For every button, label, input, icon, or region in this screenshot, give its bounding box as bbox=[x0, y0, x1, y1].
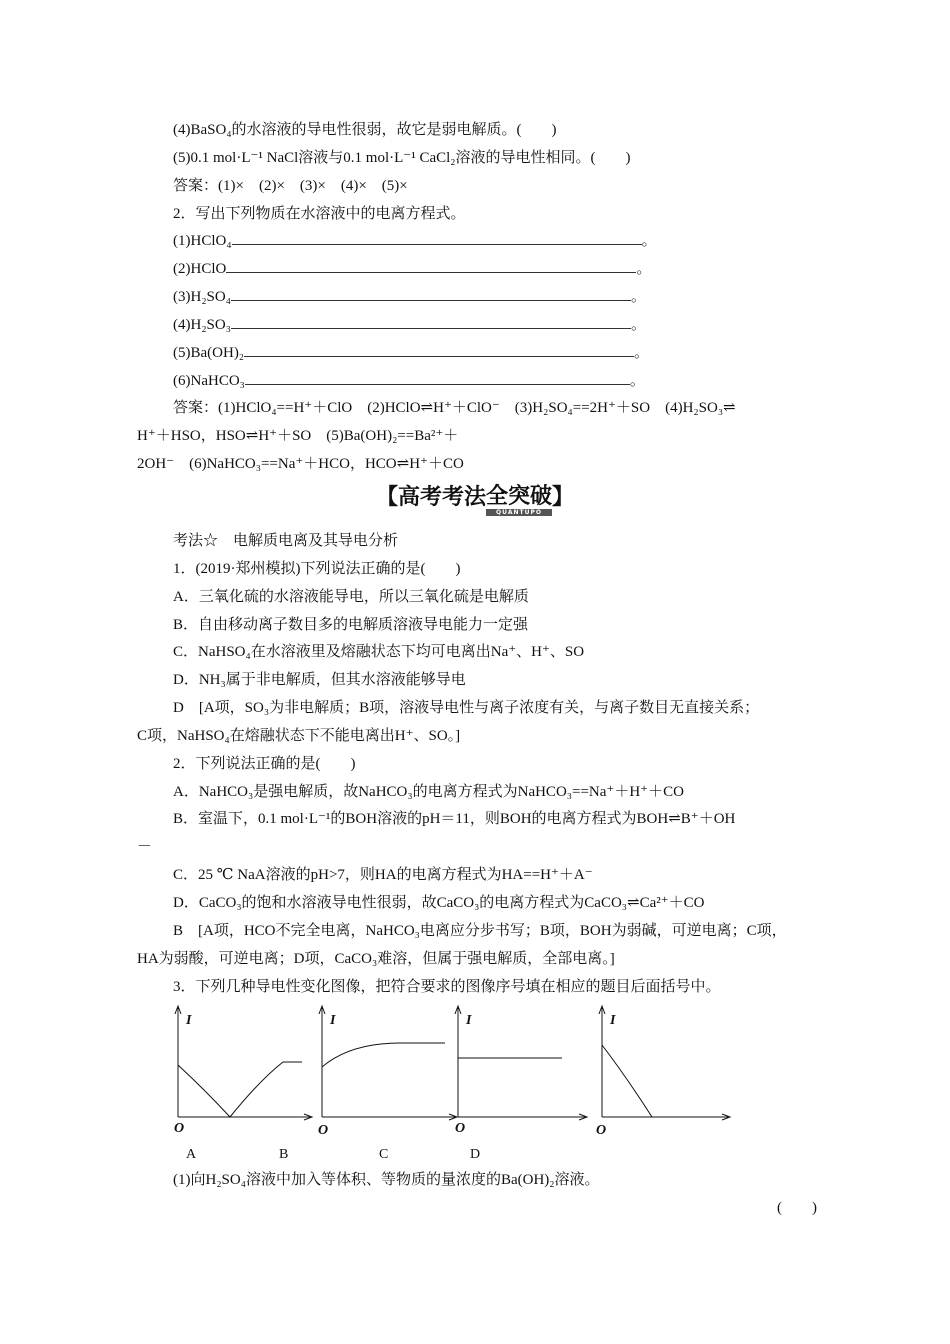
text-line: 2．下列说法正确的是( ) bbox=[173, 755, 356, 772]
question-block-1 bbox=[137, 117, 827, 479]
y-axis-label: I bbox=[466, 1013, 472, 1028]
text-line: 考法☆ 电解质电离及其导电分析 bbox=[173, 533, 399, 549]
arrow-icon bbox=[319, 1006, 325, 1014]
answer-paren[interactable]: ( ) bbox=[777, 1199, 817, 1216]
question-title: 2．写出下列物质在水溶液中的电离方程式。 bbox=[173, 205, 466, 222]
text-line: D [A项，SO₃为非电解质；B项，溶液导电性与离子浓度有关，与离子数目无直接关系； bbox=[173, 700, 760, 717]
text-line: B．自由移动离子数目多的电解质溶液导电能力一定强 bbox=[173, 616, 529, 633]
blank-line: (2)HClO 。 bbox=[137, 256, 827, 284]
text-line: B．室温下，0.1 mol·L⁻¹的BOH溶液的pH＝11，则BOH的电离方程式为BOH⇌B⁺＋OH bbox=[173, 811, 736, 828]
arrow-icon bbox=[175, 1006, 181, 1014]
answer-line: 答案：(1)HClO₄==H⁺＋ClO (2)HClO⇌H⁺＋ClO⁻ (3)H₂SO₄==2H⁺＋SO (4)H₂SO₃⇌ bbox=[173, 400, 736, 417]
text-line: (5)0.1 mol·L⁻¹ NaCl溶液与0.1 mol·L⁻¹ CaCl₂溶液的导电性相同。( ) bbox=[173, 149, 631, 166]
answer-blank[interactable] bbox=[244, 340, 634, 357]
answer-blank[interactable] bbox=[231, 284, 631, 301]
text-line: C．NaHSO₄在水溶液里及熔融状态下均可电离出Na⁺、H⁺、SO bbox=[173, 644, 585, 661]
arrow-icon bbox=[304, 1114, 312, 1120]
blank-line: (1)HClO₄ 。 bbox=[137, 228, 827, 256]
answer-line: H⁺＋HSO，HSO⇌H⁺＋SO (5)Ba(OH)₂==Ba²⁺＋ bbox=[137, 428, 459, 445]
text-line: D．NH₃属于非电解质，但其水溶液能够导电 bbox=[173, 672, 466, 689]
section-header-badge: 全突破 QUANTUPO bbox=[485, 484, 552, 516]
blank-line: (3)H₂SO₄ 。 bbox=[137, 284, 827, 312]
text-line: 3．下列几种导电性变化图像，把符合要求的图像序号填在相应的题目后面括号中。 bbox=[173, 978, 721, 995]
answer-blank[interactable] bbox=[245, 368, 630, 385]
origin-label: O bbox=[174, 1121, 185, 1136]
blank-line: (4)H₂SO₃ 。 bbox=[137, 312, 827, 340]
arrow-icon bbox=[599, 1006, 605, 1014]
blank-line: (5)Ba(OH)₂ 。 bbox=[137, 340, 827, 368]
sub-question bbox=[137, 1167, 827, 1223]
answer-line: 答案：(1)× (2)× (3)× (4)× (5)× bbox=[173, 177, 408, 194]
text-line: 1．(2019·郑州模拟)下列说法正确的是( ) bbox=[173, 560, 461, 577]
question-block-2 bbox=[137, 528, 827, 1001]
text-line: D．CaCO₃的饱和水溶液导电性很弱，故CaCO₃的电离方程式为CaCO₃⇌Ca²⁺＋CO bbox=[173, 894, 705, 911]
blank-line: (6)NaHCO₃ 。 bbox=[137, 368, 827, 396]
text-line: A．NaHCO₃是强电解质，故NaHCO₃的电离方程式为NaHCO₃==Na⁺＋H⁺＋CO bbox=[173, 783, 684, 800]
answer-blank[interactable] bbox=[231, 312, 631, 329]
arrow-icon bbox=[722, 1114, 730, 1120]
y-axis-label: I bbox=[610, 1013, 616, 1028]
text-line: － bbox=[137, 839, 153, 856]
section-header: 【高考考法 全突破 QUANTUPO 】 bbox=[375, 484, 575, 516]
y-axis-label: I bbox=[186, 1013, 192, 1028]
arrow-icon bbox=[455, 1006, 461, 1014]
origin-label: O bbox=[318, 1123, 329, 1138]
text-line: A．三氧化硫的水溶液能导电，所以三氧化硫是电解质 bbox=[173, 588, 529, 605]
curve-b bbox=[322, 1043, 445, 1067]
text-line: C项，NaHSO₄在熔融状态下不能电离出H⁺、SO。] bbox=[137, 727, 461, 744]
graph-label-b: B bbox=[279, 1147, 289, 1162]
graph-label-d: D bbox=[470, 1147, 481, 1162]
text-line: B [A项，HCO不完全电离，NaHCO₃电离应分步书写；B项，BOH为弱碱，可逆电离；C项， bbox=[173, 922, 787, 939]
arrow-icon bbox=[579, 1114, 587, 1120]
text-line: (4)BaSO₄的水溶液的导电性很弱，故它是弱电解质。( ) bbox=[173, 122, 557, 138]
text-line: C．25 ℃ NaA溶液的pH>7，则HA的电离方程式为HA==H⁺＋A⁻ bbox=[173, 867, 593, 884]
origin-label: O bbox=[596, 1123, 607, 1138]
origin-label: O bbox=[455, 1121, 466, 1136]
answer-blank[interactable] bbox=[226, 256, 636, 273]
curve-a bbox=[178, 1062, 302, 1117]
graph-label-c: C bbox=[379, 1147, 389, 1162]
text-line: (1)向H₂SO₄溶液中加入等体积、等物质的量浓度的Ba(OH)₂溶液。 bbox=[173, 1172, 600, 1188]
text-line: HA为弱酸，可逆电离；D项，CaCO₃难溶，但属于强电解质，全部电离。] bbox=[137, 950, 615, 967]
y-axis-label: I bbox=[330, 1013, 336, 1028]
curve-d bbox=[602, 1045, 652, 1117]
answer-blank[interactable] bbox=[232, 228, 642, 245]
answer-line: 2OH⁻ (6)NaHCO₃==Na⁺＋HCO，HCO⇌H⁺＋CO bbox=[137, 456, 464, 473]
arrow-icon bbox=[449, 1114, 457, 1120]
graph-label-a: A bbox=[186, 1147, 197, 1162]
